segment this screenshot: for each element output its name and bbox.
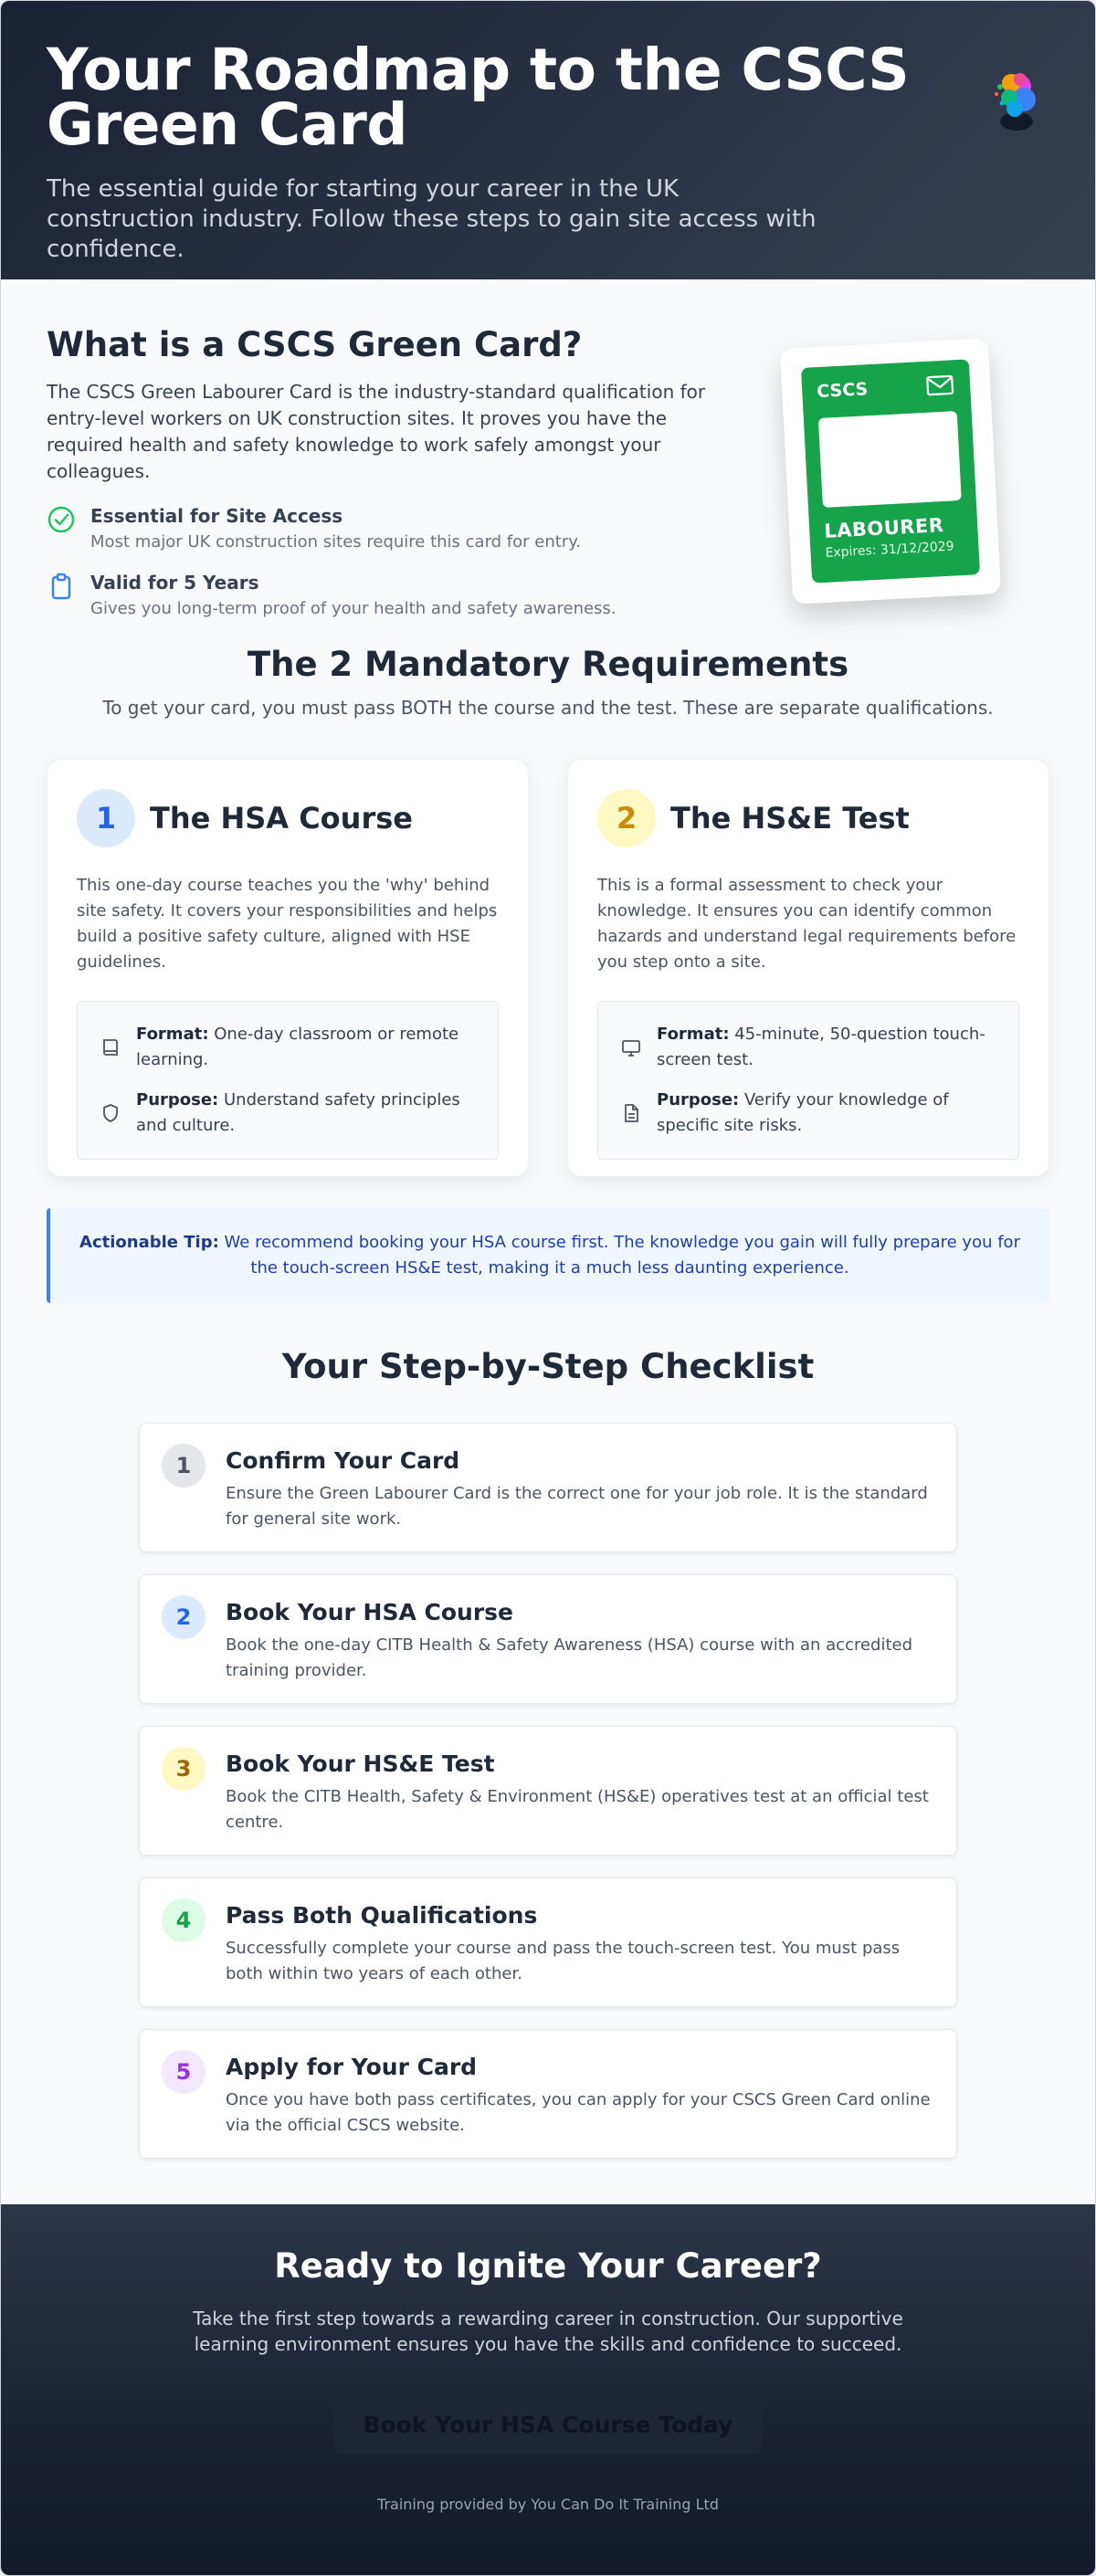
card-photo-placeholder [818, 411, 962, 508]
checklist-heading: Your Step-by-Step Checklist [281, 1347, 815, 1386]
clipboard-icon [47, 572, 76, 601]
checklist-step [139, 1574, 957, 1704]
requirements-section [1, 645, 1095, 1177]
step-desc: Book the CITB Health, Safety & Environment (HS&E) operatives test at an official test centre. [226, 1787, 929, 1832]
checklist-step [139, 1423, 957, 1552]
book-icon [100, 1036, 121, 1058]
hero-header [1, 1, 1095, 279]
page-title: Your Roadmap to the CSCS Green Card [47, 37, 910, 158]
checklist-step [139, 2029, 957, 2159]
cscs-card-illustration [780, 338, 1001, 605]
card-brand: CSCS [816, 379, 869, 403]
step-title: Pass Both Qualifications [226, 1902, 538, 1929]
step-number: 5 [162, 2050, 206, 2094]
checklist-section [1, 1347, 1095, 2159]
purpose-value: Understand safety principles and culture. [136, 1090, 460, 1135]
checklist-step [139, 1877, 957, 2007]
format-value: 45-minute, 50-question touch-screen test. [657, 1025, 985, 1069]
cta-footer [1, 2204, 1095, 2575]
requirement-desc: This is a formal assessment to check your knowledge. It ensures you can identify common hazards and understand legal requirements before you step onto a site. [597, 876, 1017, 972]
step-title: Book Your HSA Course [226, 1599, 514, 1625]
tip-label: Actionable Tip: [79, 1233, 219, 1252]
step-number: 2 [162, 1595, 206, 1639]
requirements-heading: The 2 Mandatory Requirements [247, 645, 849, 684]
format-label: Format: [136, 1025, 209, 1044]
step-desc: Ensure the Green Labourer Card is the correct one for your job role. It is the standard for general site work. [226, 1484, 928, 1529]
intro-heading: What is a CSCS Green Card? [47, 325, 583, 364]
check-circle-icon [47, 505, 76, 534]
step-number: 3 [162, 1747, 206, 1791]
monitor-icon [620, 1036, 642, 1058]
requirement-details [597, 1001, 1019, 1160]
requirement-number: 2 [597, 789, 656, 847]
format-value: One-day classroom or remote learning. [136, 1025, 459, 1069]
actionable-tip [47, 1208, 1049, 1303]
step-desc: Once you have both pass certificates, you can apply for your CSCS Green Card online via the official CSCS website. [226, 2090, 931, 2135]
requirement-desc: This one-day course teaches you the 'why' behind site safety. It covers your responsibilities and helps build a positive safety culture, aligned with HSE guidelines. [77, 876, 498, 972]
step-title: Confirm Your Card [226, 1447, 460, 1474]
requirements-subtitle: To get your card, you must pass BOTH the course and the test. These are separate qualifications. [102, 697, 994, 719]
mail-icon [926, 374, 954, 396]
feature-desc: Most major UK construction sites require this card for entry. [90, 532, 582, 552]
step-title: Apply for Your Card [226, 2054, 478, 2080]
document-icon [620, 1102, 642, 1124]
shield-icon [100, 1102, 121, 1124]
requirement-card-hsa [47, 759, 529, 1177]
colorful-head-logo-icon [987, 67, 1042, 132]
green-card [801, 359, 980, 583]
requirement-title: The HS&E Test [670, 801, 910, 836]
requirement-card-hse [567, 759, 1049, 1177]
step-title: Book Your HS&E Test [226, 1751, 495, 1777]
cta-text: Take the first step towards a rewarding career in construction. Our supportive learning environment ensures you have the skills and confidence to succeed. [193, 2308, 903, 2355]
book-hsa-course-button[interactable]: Book Your HSA Course Today [334, 2397, 762, 2454]
step-desc: Book the one-day CITB Health & Safety Awareness (HSA) course with an accredited training provider. [226, 1635, 913, 1680]
format-label: Format: [657, 1025, 730, 1044]
purpose-label: Purpose: [136, 1090, 219, 1109]
intro-section [1, 279, 1095, 645]
step-number: 1 [162, 1444, 206, 1488]
requirement-details [77, 1001, 499, 1160]
card-expiry: Expires: 31/12/2029 [825, 539, 954, 561]
intro-lead: The CSCS Green Labourer Card is the industry-standard qualification for entry-level workers on UK construction sites. It proves you have the required health and safety knowledge to work safely amongst your colleagues. [47, 381, 706, 482]
checklist-step [139, 1726, 957, 1856]
checklist-steps [139, 1423, 957, 2159]
feature-desc: Gives you long-term proof of your health and safety awareness. [90, 599, 616, 618]
tip-text: We recommend booking your HSA course first. The knowledge you gain will fully prepare you for the touch-screen HS&E test, making it a much less daunting experience. [224, 1233, 1020, 1277]
feature-title: Essential for Site Access [90, 505, 343, 527]
step-number: 4 [162, 1898, 206, 1942]
step-desc: Successfully complete your course and pass the touch-screen test. You must pass both within two years of each other. [226, 1939, 901, 1983]
card-role: LABOURER [823, 514, 945, 542]
purpose-label: Purpose: [657, 1090, 740, 1109]
training-credit: Training provided by You Can Do It Training Ltd [377, 2496, 719, 2513]
feature-title: Valid for 5 Years [90, 572, 259, 594]
hero-subtitle: The essential guide for starting your career in the UK construction industry. Follow these steps to gain site access with confidence. [47, 175, 817, 263]
requirement-title: The HSA Course [150, 801, 413, 836]
requirements-grid [1, 759, 1095, 1177]
cta-heading: Ready to Ignite Your Career? [274, 2246, 822, 2286]
purpose-value: Verify your knowledge of specific site risks. [657, 1090, 949, 1135]
requirement-number: 1 [77, 789, 135, 847]
